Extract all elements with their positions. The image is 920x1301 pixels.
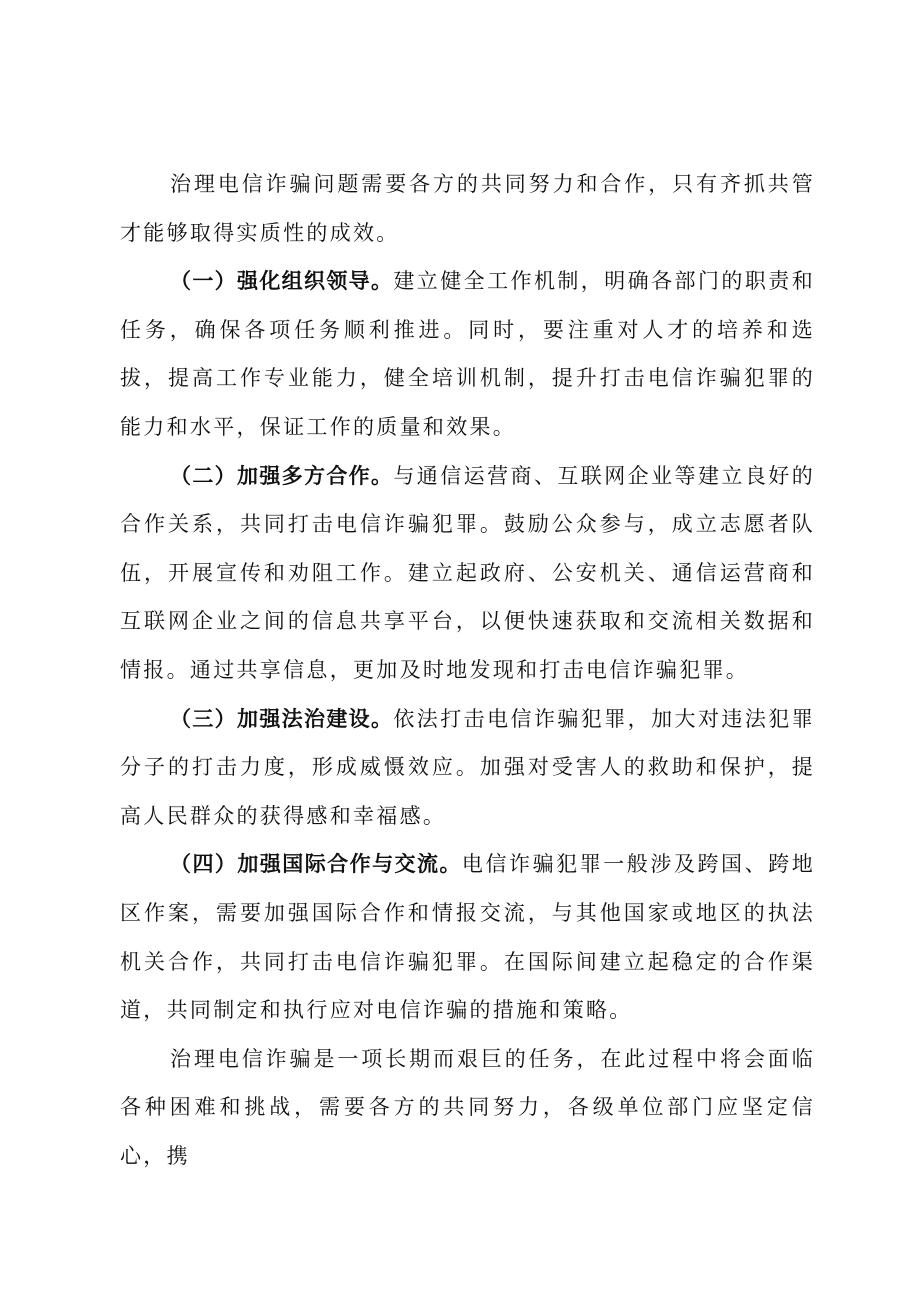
section-2-paragraph [120,452,815,695]
section-1-heading: （一）强化组织领导。 [170,269,394,294]
section-4-heading: （四）加强国际合作与交流。 [170,852,462,877]
section-1-paragraph [120,257,815,451]
paragraph-text: 建立健全工作机制，明确各部门的职责和任务，确保各项任务顺利推进。同时，要注重对人才的培养和选拔，提高工作专业能力，健全培训机制，提升打击电信诈骗犯罪的能力和水平，保证工作的质量和效果。 [120,269,816,439]
paragraph-text: 与通信运营商、互联网企业等建立良好的合作关系，共同打击电信诈骗犯罪。鼓励公众参与，成立志愿者队伍，开展宣传和劝阻工作。建立起政府、公安机关、通信运营商和互联网企业之间的信息共享平台，以便快速获取和交流相关数据和情报。通过共享信息，更加及时地发现和打击电信诈骗犯罪。 [120,463,816,682]
document-body [120,160,815,1180]
paragraph-text: 治理电信诈骗是一项长期而艰巨的任务，在此过程中将会面临各种困难和挑战，需要各方的共同努力，各级单位部门应坚定信心，携 [120,1046,815,1168]
section-3-paragraph [120,695,815,841]
intro-paragraph [120,160,815,257]
section-3-heading: （三）加强法治建设。 [170,706,394,731]
paragraph-text: 电信诈骗犯罪一般涉及跨国、跨地区作案，需要加强国际合作和情报交流，与其他国家或地区的执法机关合作，共同打击电信诈骗犯罪。在国际间建立起稳定的合作渠道，共同制定和执行应对电信诈骗的措施和策略。 [120,852,815,1023]
paragraph-text: 治理电信诈骗问题需要各方的共同努力和合作，只有齐抓共管才能够取得实质性的成效。 [120,172,815,245]
paragraph-text: 依法打击电信诈骗犯罪，加大对违法犯罪分子的打击力度，形成威慑效应。加强对受害人的救助和保护，提高人民群众的获得感和幸福感。 [120,706,816,828]
section-4-paragraph [120,840,815,1034]
closing-paragraph [120,1035,815,1181]
section-2-heading: （二）加强多方合作。 [170,463,394,488]
